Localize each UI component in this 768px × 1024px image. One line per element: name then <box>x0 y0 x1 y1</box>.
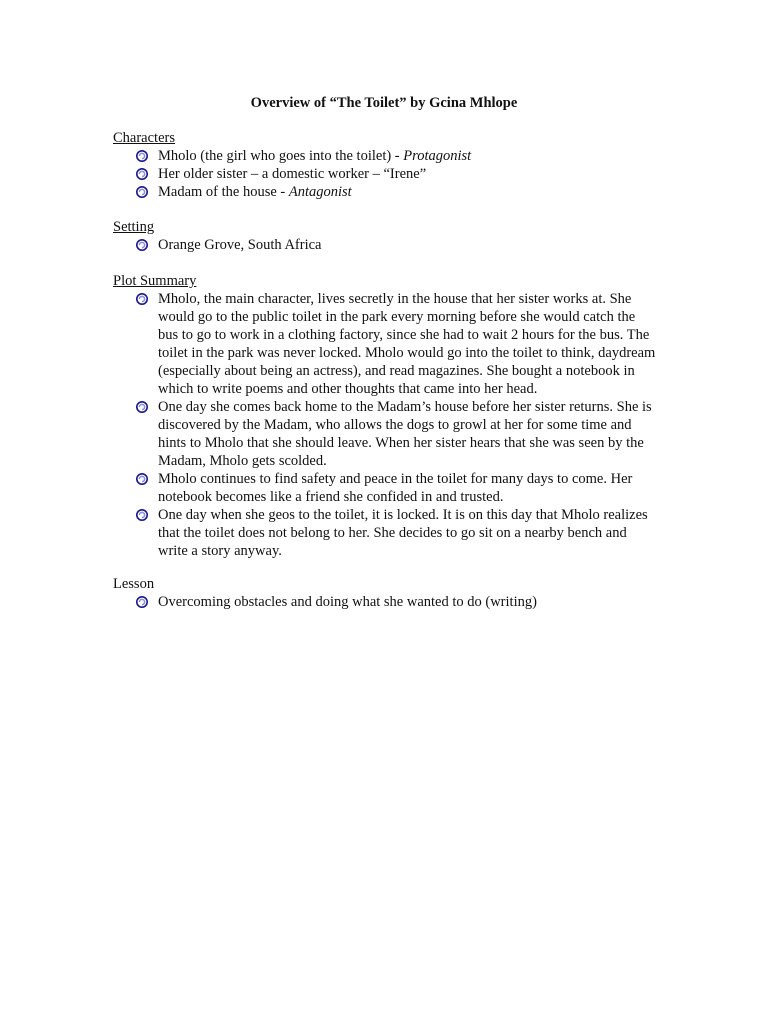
list-item <box>113 183 658 201</box>
characters-list <box>113 147 673 201</box>
item-text: One day when she geos to the toilet, it is locked. It is on this day that Mholo realizes that the toilet does not belong to her. She decides to go sit on a nearby bench and write a story anyway. <box>158 507 648 559</box>
plot-list <box>113 290 673 560</box>
item-text: One day she comes back home to the Madam’s house before her sister returns. She is discovered by the Madam, who allows the dogs to growl at her for some time and hints to Mholo that she should leave. When her sister hears that she was seen by the Madam, Mholo gets scolded. <box>158 399 652 469</box>
spiral-bullet-icon <box>136 401 148 413</box>
spiral-bullet-icon <box>136 239 148 251</box>
list-item <box>113 593 658 611</box>
section-heading-lesson: Lesson <box>113 576 155 592</box>
list-item <box>113 147 658 165</box>
section-heading-setting: Setting <box>113 219 155 235</box>
spiral-bullet-icon <box>136 186 148 198</box>
section-plot-summary <box>113 272 673 560</box>
section-lesson <box>113 575 673 611</box>
list-item <box>113 506 658 560</box>
item-text: Her older sister – a domestic worker – “Irene” <box>158 166 427 182</box>
item-text: Madam of the house - <box>158 184 289 200</box>
item-text: Mholo continues to find safety and peace in the toilet for many days to come. Her notebook becomes like a friend she confided in and trusted. <box>158 471 633 505</box>
section-setting <box>113 218 673 254</box>
spiral-bullet-icon <box>136 473 148 485</box>
section-characters <box>113 129 673 201</box>
document-title: Overview of “The Toilet” by Gcina Mhlope <box>250 95 518 111</box>
spiral-bullet-icon <box>136 293 148 305</box>
lesson-list <box>113 593 673 611</box>
item-text: Mholo (the girl who goes into the toilet) - <box>158 148 404 164</box>
spiral-bullet-icon <box>136 168 148 180</box>
list-item <box>113 398 658 470</box>
item-emphasis: Antagonist <box>288 184 352 200</box>
section-heading-plot-summary: Plot Summary <box>113 273 197 289</box>
spiral-bullet-icon <box>136 509 148 521</box>
item-emphasis: Protagonist <box>403 148 472 164</box>
item-text: Mholo, the main character, lives secretly in the house that her sister works at. She would go to the public toilet in the park every morning before she would catch the bus to go to work in a clothing factory, since she had to wait 2 hours for the bus. The toilet in the park was never locked. Mholo would go into the toilet to think, daydream (especially about being an actress), and read magazines. She bought a notebook in which to write poems and other thoughts that came into her head. <box>158 291 656 397</box>
spiral-bullet-icon <box>136 150 148 162</box>
item-text: Overcoming obstacles and doing what she wanted to do (writing) <box>158 594 537 610</box>
list-item <box>113 236 658 254</box>
section-heading-characters: Characters <box>113 130 175 146</box>
list-item <box>113 290 658 398</box>
setting-list <box>113 236 673 254</box>
spiral-bullet-icon <box>136 596 148 608</box>
item-text: Orange Grove, South Africa <box>158 237 322 253</box>
list-item <box>113 165 658 183</box>
list-item <box>113 470 658 506</box>
